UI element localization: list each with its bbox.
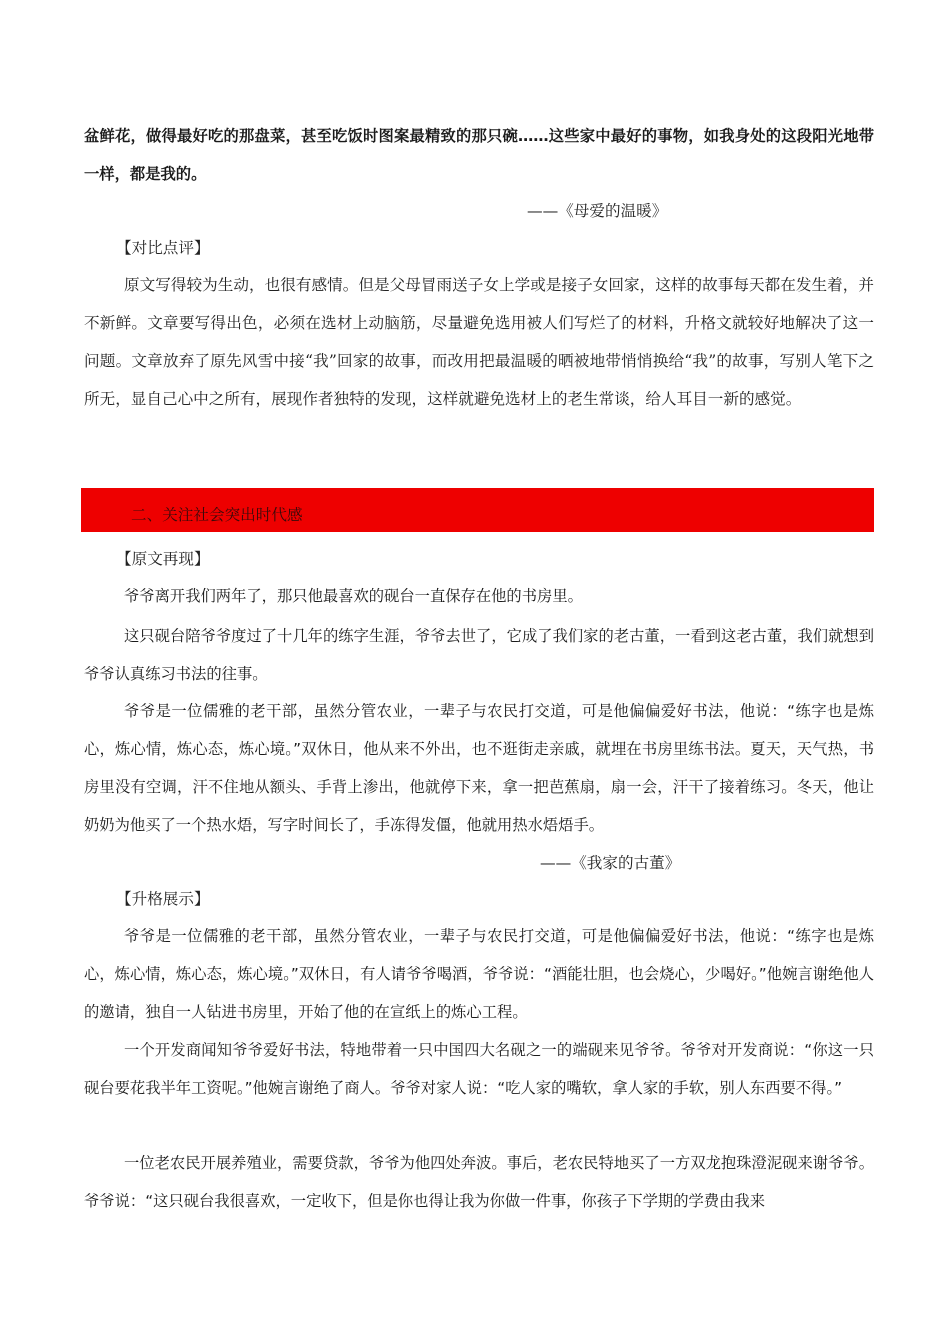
original-tag: 【原文再现】 [116, 550, 210, 568]
original-paragraph: 爷爷是一位儒雅的老干部，虽然分管农业，一辈子与农民打交道，可是他偏偏爱好书法，他说：“练字也是炼心，炼心情，炼心态，炼心境。”双休日，他从来不外出，也不逛街走亲戚，就埋在书房里练书法。夏天，天气热，书房里没有空调，汗不住地从额头、手背上渗出，他就停下来，拿一把芭蕉扇，扇一会，汗干了接着练习。冬天，他让奶奶为他买了一个热水焐，写字时间长了，手冻得发僵，他就用热水焐焐手。 [84, 702, 874, 834]
upgrade-paragraph: 一个开发商闻知爷爷爱好书法，特地带着一只中国四大名砚之一的端砚来见爷爷。爷爷对开发商说：“你这一只砚台要花我半年工资呢。”他婉言谢绝了商人。爷爷对家人说：“吃人家的嘴软，拿人家的手软，别人东西要不得。” [84, 1041, 874, 1097]
original-source: ——《我家的古董》 [540, 854, 681, 872]
compare-text: 原文写得较为生动，也很有感情。但是父母冒雨送子女上学或是接子女回家，这样的故事每天都在发生着，并不新鲜。文章要写得出色，必须在选材上动脑筋，尽量避免选用被人们写烂了的材料，升格文就较好地解决了这一问题。文章放弃了原先风雪中接“我”回家的故事，而改用把最温暖的晒被地带悄悄换给“我”的故事，写别人笔下之所无，显自己心中之所有，展现作者独特的发现，这样就避免选材上的老生常谈，给人耳目一新的感觉。 [84, 276, 874, 408]
upgrade-paragraph: 一位老农民开展养殖业，需要贷款，爷爷为他四处奔波。事后，老农民特地买了一方双龙抱珠澄泥砚来谢爷爷。爷爷说：“这只砚台我很喜欢，一定收下，但是你也得让我为你做一件事，你孩子下学期的学费由我来 [84, 1154, 874, 1210]
original-paragraph: 爷爷离开我们两年了，那只他最喜欢的砚台一直保存在他的书房里。 [124, 587, 583, 605]
compare-tag: 【对比点评】 [116, 239, 210, 257]
section-banner [81, 488, 874, 532]
upgrade-tag: 【升格展示】 [116, 890, 210, 908]
original-paragraph: 这只砚台陪爷爷度过了十几年的练字生涯，爷爷去世了，它成了我们家的老古董，一看到这老古董，我们就想到爷爷认真练习书法的往事。 [84, 627, 874, 683]
section-heading: 二、关注社会突出时代感 [131, 506, 303, 524]
top-source: ——《母爱的温暖》 [527, 202, 668, 220]
upgrade-paragraph: 爷爷是一位儒雅的老干部，虽然分管农业，一辈子与农民打交道，可是他偏偏爱好书法，他说：“练字也是炼心，炼心情，炼心态，炼心境。”双休日，有人请爷爷喝酒，爷爷说：“酒能壮胆，也会烧心，少喝好。”他婉言谢绝他人的邀请，独自一人钻进书房里，开始了他的在宣纸上的炼心工程。 [84, 927, 874, 1021]
top-paragraph: 盆鲜花，做得最好吃的那盘菜，甚至吃饭时图案最精致的那只碗……这些家中最好的事物，如我身处的这段阳光地带一样，都是我的。 [84, 127, 874, 183]
